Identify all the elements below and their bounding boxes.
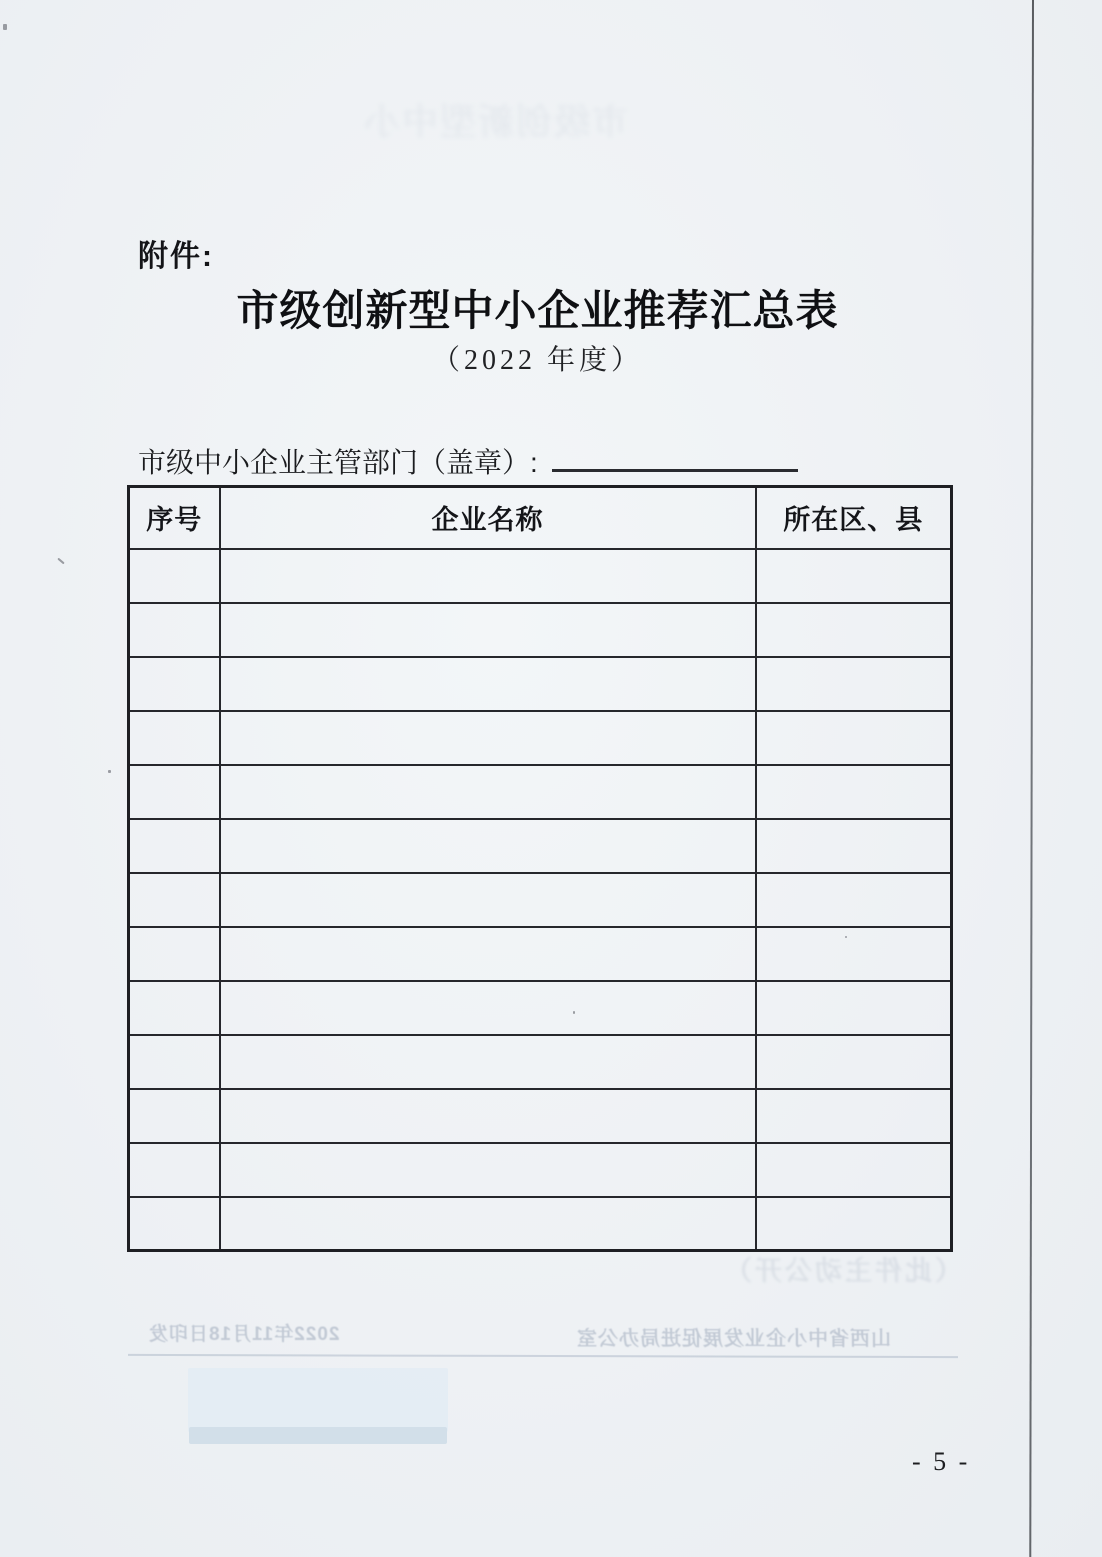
table-cell: [129, 549, 220, 603]
table-cell: [220, 1035, 756, 1089]
table-body: [129, 549, 952, 1251]
table-cell: [129, 1197, 220, 1251]
table-cell: [129, 657, 220, 711]
bleed-through-title-smudge: 市级创新型中小: [361, 101, 628, 142]
page-title: 市级创新型中小企业推荐汇总表: [236, 289, 839, 335]
page-subtitle: （2022 年度）: [431, 345, 643, 376]
dust-speck: [3, 24, 7, 30]
table-cell: [220, 1089, 756, 1143]
table-row: [129, 765, 952, 819]
bleed-through-office-text: 山西省中小企业发展促进局办公室: [576, 1328, 891, 1350]
dust-speck: [573, 1011, 575, 1014]
table-cell: [756, 603, 952, 657]
table-row: [129, 603, 952, 657]
table-cell: [220, 819, 756, 873]
dust-speck: [845, 936, 847, 938]
table-row: [129, 873, 952, 927]
table-cell: [220, 711, 756, 765]
table-cell: [220, 927, 756, 981]
dust-speck: [57, 558, 64, 565]
table-row: [129, 1197, 952, 1251]
table-row: [129, 1143, 952, 1197]
table-row: [129, 1035, 952, 1089]
table-row: [129, 657, 952, 711]
stamp-blank-underline: [552, 447, 798, 472]
table-cell: [220, 603, 756, 657]
table-row: [129, 549, 952, 603]
table-cell: [220, 873, 756, 927]
summary-table: [127, 485, 953, 1252]
table-cell: [129, 765, 220, 819]
table-cell: [129, 1143, 220, 1197]
column-header-district: 所在区、县: [756, 487, 952, 549]
table-cell: [129, 981, 220, 1035]
table-cell: [129, 819, 220, 873]
table-cell: [220, 549, 756, 603]
table-cell: [756, 981, 952, 1035]
table-cell: [756, 819, 952, 873]
table-cell: [756, 1197, 952, 1251]
table-cell: [756, 1143, 952, 1197]
page-number: - 5 -: [912, 1447, 971, 1476]
dust-speck: [108, 770, 111, 773]
table-row: [129, 711, 952, 765]
table-cell: [129, 603, 220, 657]
table-cell: [756, 765, 952, 819]
stamp-line-label: 市级中小企业主管部门（盖章）:: [138, 447, 538, 478]
table-cell: [756, 873, 952, 927]
stamp-line: [138, 441, 798, 481]
table-cell: [129, 1035, 220, 1089]
table-cell: [129, 711, 220, 765]
table-cell: [756, 549, 952, 603]
table-cell: [129, 1089, 220, 1143]
table-row: [129, 981, 952, 1035]
bleed-through-blob-band: [189, 1427, 447, 1444]
table-cell: [220, 1143, 756, 1197]
table-cell: [129, 927, 220, 981]
table-cell: [220, 765, 756, 819]
bleed-through-date-text: 2022年11月18日印发: [148, 1324, 340, 1345]
table-cell: [756, 657, 952, 711]
table-row: [129, 927, 952, 981]
attachment-label: 附件:: [138, 240, 214, 273]
column-header-company-name: 企业名称: [220, 487, 756, 549]
table-cell: [756, 711, 952, 765]
table-cell: [220, 1197, 756, 1251]
table-row: [129, 819, 952, 873]
table-cell: [756, 927, 952, 981]
bleed-through-blob: [188, 1368, 448, 1432]
table-cell: [756, 1035, 952, 1089]
bleed-through-row-text: （此件主动公开）: [722, 1256, 962, 1286]
table-cell: [220, 657, 756, 711]
table-cell: [220, 981, 756, 1035]
table-header: [129, 487, 952, 549]
table-row: [129, 1089, 952, 1143]
table-cell: [756, 1089, 952, 1143]
scan-edge-line: [1029, 0, 1034, 1557]
column-header-serial: 序号: [129, 487, 220, 549]
bleed-through-rule-line: [128, 1354, 958, 1358]
table-cell: [129, 873, 220, 927]
table-header-row: [129, 487, 952, 549]
